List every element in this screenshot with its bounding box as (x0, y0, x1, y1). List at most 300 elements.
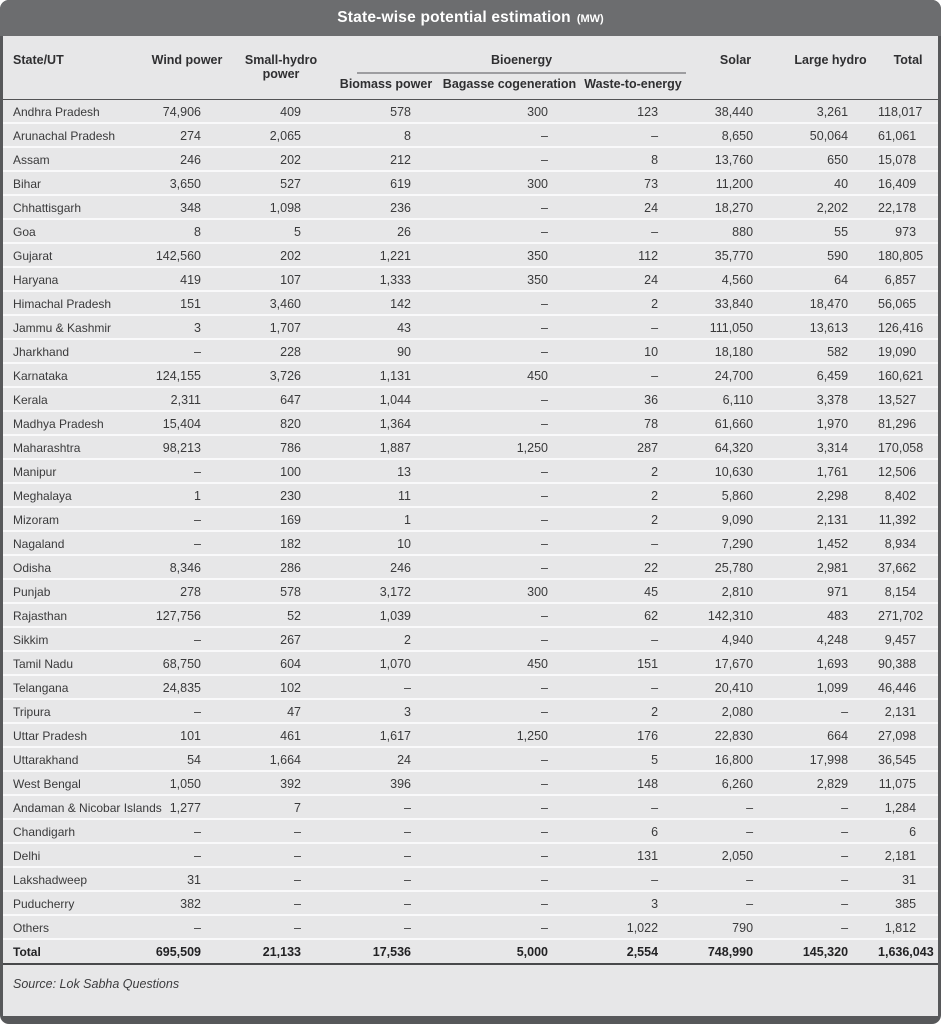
value-cell: 287 (578, 435, 688, 459)
value-cell: – (783, 915, 878, 939)
value-cell: – (578, 627, 688, 651)
value-cell: – (331, 915, 441, 939)
table-row (3, 339, 938, 363)
figure-title: State-wise potential estimation (337, 9, 571, 26)
value-cell: – (783, 843, 878, 867)
state-cell: Maharashtra (3, 435, 143, 459)
value-cell: 790 (688, 915, 783, 939)
value-cell: 650 (783, 147, 878, 171)
state-cell: Sikkim (3, 627, 143, 651)
state-cell: Meghalaya (3, 483, 143, 507)
value-cell: 107 (231, 267, 331, 291)
value-cell: 8 (331, 123, 441, 147)
value-cell: – (783, 867, 878, 891)
value-cell: 35,770 (688, 243, 783, 267)
value-cell: 1,039 (331, 603, 441, 627)
value-cell: – (441, 771, 578, 795)
value-cell: 6 (578, 819, 688, 843)
value-cell: 56,065 (878, 291, 938, 315)
state-cell: Andaman & Nicobar Islands (3, 795, 143, 819)
bioenergy-group-label: Bioenergy (357, 53, 686, 74)
value-cell: 1,250 (441, 435, 578, 459)
value-cell: 8,650 (688, 123, 783, 147)
table-row (3, 363, 938, 387)
value-cell: 16,800 (688, 747, 783, 771)
value-cell: 267 (231, 627, 331, 651)
value-cell: 1 (331, 507, 441, 531)
total-row (3, 939, 938, 964)
value-cell: – (441, 387, 578, 411)
value-cell: 50,064 (783, 123, 878, 147)
table-row (3, 507, 938, 531)
value-cell: – (143, 627, 231, 651)
value-cell: 578 (231, 579, 331, 603)
value-cell: 300 (441, 579, 578, 603)
state-cell: Goa (3, 219, 143, 243)
value-cell: 385 (878, 891, 938, 915)
state-cell: West Bengal (3, 771, 143, 795)
state-cell: Nagaland (3, 531, 143, 555)
value-cell: – (441, 483, 578, 507)
state-cell: Tamil Nadu (3, 651, 143, 675)
table-row (3, 243, 938, 267)
value-cell: 1,221 (331, 243, 441, 267)
value-cell: 52 (231, 603, 331, 627)
value-cell: 2,080 (688, 699, 783, 723)
value-cell: – (231, 891, 331, 915)
value-cell: 1,250 (441, 723, 578, 747)
value-cell: 31 (878, 867, 938, 891)
value-cell: – (578, 531, 688, 555)
value-cell: 15,404 (143, 411, 231, 435)
value-cell: 1,131 (331, 363, 441, 387)
table-row (3, 891, 938, 915)
value-cell: 64,320 (688, 435, 783, 459)
value-cell: 396 (331, 771, 441, 795)
value-cell: 68,750 (143, 651, 231, 675)
table-row (3, 100, 938, 124)
table-row (3, 699, 938, 723)
value-cell: 17,998 (783, 747, 878, 771)
value-cell: 100 (231, 459, 331, 483)
value-cell: – (688, 891, 783, 915)
value-cell: – (441, 147, 578, 171)
value-cell: 145,320 (783, 939, 878, 964)
value-cell: 1 (143, 483, 231, 507)
value-cell: – (331, 795, 441, 819)
value-cell: 2 (578, 459, 688, 483)
value-cell: 13,760 (688, 147, 783, 171)
value-cell: 6 (878, 819, 938, 843)
value-cell: – (578, 123, 688, 147)
value-cell: 24,835 (143, 675, 231, 699)
value-cell: 236 (331, 195, 441, 219)
table-panel (3, 36, 938, 1016)
value-cell: 5,860 (688, 483, 783, 507)
value-cell: 61,660 (688, 411, 783, 435)
value-cell: – (441, 699, 578, 723)
value-cell: – (231, 843, 331, 867)
value-cell: – (688, 867, 783, 891)
value-cell: 73 (578, 171, 688, 195)
value-cell: – (441, 627, 578, 651)
value-cell: – (578, 795, 688, 819)
value-cell: 1,812 (878, 915, 938, 939)
value-cell: 2,181 (878, 843, 938, 867)
value-cell: 1,284 (878, 795, 938, 819)
value-cell: 2,554 (578, 939, 688, 964)
value-cell: – (143, 915, 231, 939)
title-bar (0, 0, 941, 36)
table-row (3, 915, 938, 939)
value-cell: 123 (578, 100, 688, 124)
value-cell: 5 (578, 747, 688, 771)
value-cell: 2 (578, 699, 688, 723)
state-cell: Andhra Pradesh (3, 100, 143, 124)
value-cell: 664 (783, 723, 878, 747)
value-cell: 90 (331, 339, 441, 363)
table-body (3, 100, 938, 940)
table-row (3, 267, 938, 291)
value-cell: – (441, 747, 578, 771)
value-cell: 230 (231, 483, 331, 507)
table-row (3, 315, 938, 339)
value-cell: 1,452 (783, 531, 878, 555)
value-cell: 182 (231, 531, 331, 555)
value-cell: – (441, 891, 578, 915)
state-cell: Madhya Pradesh (3, 411, 143, 435)
value-cell: 22 (578, 555, 688, 579)
value-cell: 1,693 (783, 651, 878, 675)
value-cell: 127,756 (143, 603, 231, 627)
value-cell: 1,098 (231, 195, 331, 219)
value-cell: 22,178 (878, 195, 938, 219)
value-cell: – (578, 219, 688, 243)
value-cell: 2,202 (783, 195, 878, 219)
value-cell: 25,780 (688, 555, 783, 579)
value-cell: – (441, 195, 578, 219)
value-cell: 36 (578, 387, 688, 411)
value-cell: – (231, 915, 331, 939)
value-cell: 98,213 (143, 435, 231, 459)
value-cell: 382 (143, 891, 231, 915)
value-cell: 10 (331, 531, 441, 555)
table-row (3, 579, 938, 603)
state-cell: Gujarat (3, 243, 143, 267)
value-cell: 170,058 (878, 435, 938, 459)
value-cell: 2,131 (878, 699, 938, 723)
value-cell: 1,333 (331, 267, 441, 291)
value-cell: 6,260 (688, 771, 783, 795)
value-cell: – (441, 555, 578, 579)
value-cell: 111,050 (688, 315, 783, 339)
value-cell: 3,314 (783, 435, 878, 459)
table-row (3, 435, 938, 459)
value-cell: – (143, 843, 231, 867)
value-cell: 3,650 (143, 171, 231, 195)
value-cell: – (441, 867, 578, 891)
value-cell: – (143, 699, 231, 723)
col-header-solar: Solar (688, 36, 783, 100)
value-cell: – (578, 363, 688, 387)
value-cell: 151 (578, 651, 688, 675)
value-cell: 10 (578, 339, 688, 363)
value-cell: 1,050 (143, 771, 231, 795)
value-cell: 300 (441, 171, 578, 195)
value-cell: – (441, 291, 578, 315)
value-cell: 27,098 (878, 723, 938, 747)
value-cell: – (578, 315, 688, 339)
table-row (3, 843, 938, 867)
col-header-wind-power: Wind power (143, 36, 231, 100)
value-cell: – (688, 795, 783, 819)
value-cell: – (441, 915, 578, 939)
table-row (3, 795, 938, 819)
value-cell: 62 (578, 603, 688, 627)
value-cell: 10,630 (688, 459, 783, 483)
value-cell: 20,410 (688, 675, 783, 699)
state-cell: Puducherry (3, 891, 143, 915)
state-cell: Telangana (3, 675, 143, 699)
table-row (3, 603, 938, 627)
value-cell: 2 (578, 291, 688, 315)
table-row (3, 675, 938, 699)
value-cell: 8,402 (878, 483, 938, 507)
table-row (3, 483, 938, 507)
value-cell: 31 (143, 867, 231, 891)
value-cell: 142 (331, 291, 441, 315)
value-cell: – (441, 219, 578, 243)
value-cell: 590 (783, 243, 878, 267)
value-cell: 64 (783, 267, 878, 291)
value-cell: 274 (143, 123, 231, 147)
value-cell: – (441, 531, 578, 555)
value-cell: 26 (331, 219, 441, 243)
state-cell: Karnataka (3, 363, 143, 387)
unit-label: (MW) (576, 13, 604, 25)
value-cell: 1,970 (783, 411, 878, 435)
value-cell: 15,078 (878, 147, 938, 171)
value-cell: 6,857 (878, 267, 938, 291)
value-cell: 1,664 (231, 747, 331, 771)
value-cell: – (441, 315, 578, 339)
value-cell: 6,110 (688, 387, 783, 411)
value-cell: 142,310 (688, 603, 783, 627)
value-cell: 1,277 (143, 795, 231, 819)
value-cell: 112 (578, 243, 688, 267)
value-cell: 4,248 (783, 627, 878, 651)
value-cell: 278 (143, 579, 231, 603)
value-cell: 102 (231, 675, 331, 699)
value-cell: 3,460 (231, 291, 331, 315)
value-cell: – (231, 819, 331, 843)
table-row (3, 771, 938, 795)
value-cell: – (441, 411, 578, 435)
table-row (3, 747, 938, 771)
value-cell: 973 (878, 219, 938, 243)
value-cell: 483 (783, 603, 878, 627)
value-cell: 13,527 (878, 387, 938, 411)
value-cell: 11,200 (688, 171, 783, 195)
value-cell: 13,613 (783, 315, 878, 339)
state-cell: Himachal Pradesh (3, 291, 143, 315)
col-group-bioenergy (331, 36, 688, 74)
state-cell: Mizoram (3, 507, 143, 531)
value-cell: 5,000 (441, 939, 578, 964)
value-cell: 151 (143, 291, 231, 315)
value-cell: 5 (231, 219, 331, 243)
state-cell: Chhattisgarh (3, 195, 143, 219)
value-cell: 4,940 (688, 627, 783, 651)
value-cell: 8 (578, 147, 688, 171)
value-cell: 11,075 (878, 771, 938, 795)
value-cell: 2,981 (783, 555, 878, 579)
state-cell: Kerala (3, 387, 143, 411)
value-cell: 450 (441, 363, 578, 387)
value-cell: 228 (231, 339, 331, 363)
table-row (3, 123, 938, 147)
value-cell: 33,840 (688, 291, 783, 315)
value-cell: 3 (578, 891, 688, 915)
value-cell: 619 (331, 171, 441, 195)
value-cell: 350 (441, 243, 578, 267)
state-cell: Lakshadweep (3, 867, 143, 891)
col-header-biomass-power: Biomass power (331, 74, 441, 100)
value-cell: 24 (331, 747, 441, 771)
col-header-bagasse-cogeneration: Bagasse cogeneration (441, 74, 578, 100)
value-cell: 180,805 (878, 243, 938, 267)
state-cell: Jammu & Kashmir (3, 315, 143, 339)
value-cell: 2,131 (783, 507, 878, 531)
value-cell: – (783, 699, 878, 723)
value-cell: 61,061 (878, 123, 938, 147)
value-cell: 2,810 (688, 579, 783, 603)
value-cell: 131 (578, 843, 688, 867)
value-cell: 1,070 (331, 651, 441, 675)
table-row (3, 171, 938, 195)
value-cell: 1,707 (231, 315, 331, 339)
table-row (3, 147, 938, 171)
value-cell: 19,090 (878, 339, 938, 363)
value-cell: 22,830 (688, 723, 783, 747)
value-cell: 3 (143, 315, 231, 339)
table-row (3, 219, 938, 243)
value-cell: 90,388 (878, 651, 938, 675)
table-row (3, 387, 938, 411)
value-cell: 419 (143, 267, 231, 291)
value-cell: – (441, 795, 578, 819)
value-cell: 409 (231, 100, 331, 124)
value-cell: 202 (231, 147, 331, 171)
value-cell: 9,457 (878, 627, 938, 651)
state-cell: Uttarakhand (3, 747, 143, 771)
value-cell: 3,378 (783, 387, 878, 411)
value-cell: 8,934 (878, 531, 938, 555)
value-cell: 37,662 (878, 555, 938, 579)
table-row (3, 819, 938, 843)
value-cell: 450 (441, 651, 578, 675)
value-cell: – (441, 459, 578, 483)
value-cell: 40 (783, 171, 878, 195)
value-cell: 18,470 (783, 291, 878, 315)
col-header-large-hydro: Large hydro (783, 36, 878, 100)
value-cell: – (231, 867, 331, 891)
value-cell: – (441, 123, 578, 147)
value-cell: 246 (331, 555, 441, 579)
value-cell: 348 (143, 195, 231, 219)
value-cell: 45 (578, 579, 688, 603)
value-cell: 47 (231, 699, 331, 723)
state-cell: Bihar (3, 171, 143, 195)
col-header-total: Total (878, 36, 938, 100)
value-cell: 1,887 (331, 435, 441, 459)
value-cell: 8,346 (143, 555, 231, 579)
value-cell: 1,761 (783, 459, 878, 483)
value-cell: 2,829 (783, 771, 878, 795)
value-cell: – (783, 891, 878, 915)
value-cell: 392 (231, 771, 331, 795)
value-cell: 3 (331, 699, 441, 723)
value-cell: – (143, 819, 231, 843)
value-cell: – (331, 867, 441, 891)
value-cell: 24 (578, 195, 688, 219)
value-cell: – (578, 675, 688, 699)
state-cell: Others (3, 915, 143, 939)
value-cell: 1,044 (331, 387, 441, 411)
value-cell: – (331, 843, 441, 867)
value-cell: 24,700 (688, 363, 783, 387)
value-cell: 647 (231, 387, 331, 411)
source-note: Source: Lok Sabha Questions (13, 977, 180, 991)
value-cell: 604 (231, 651, 331, 675)
col-header-small-hydro: Small-hydro power (231, 36, 331, 100)
value-cell: 880 (688, 219, 783, 243)
state-cell: Total (3, 939, 143, 964)
value-cell: 16,409 (878, 171, 938, 195)
value-cell: 1,617 (331, 723, 441, 747)
value-cell: 350 (441, 267, 578, 291)
table-row (3, 651, 938, 675)
value-cell: – (783, 819, 878, 843)
value-cell: – (441, 819, 578, 843)
value-cell: – (441, 843, 578, 867)
value-cell: 6,459 (783, 363, 878, 387)
state-cell: Jharkhand (3, 339, 143, 363)
state-cell: Manipur (3, 459, 143, 483)
value-cell: 286 (231, 555, 331, 579)
value-cell: 17,670 (688, 651, 783, 675)
value-cell: 2 (578, 483, 688, 507)
table-footer (3, 939, 938, 964)
value-cell: 7,290 (688, 531, 783, 555)
value-cell: 820 (231, 411, 331, 435)
value-cell: 461 (231, 723, 331, 747)
value-cell: 2,311 (143, 387, 231, 411)
value-cell: – (331, 819, 441, 843)
value-cell: – (331, 891, 441, 915)
value-cell: 9,090 (688, 507, 783, 531)
value-cell: – (143, 459, 231, 483)
table-row (3, 627, 938, 651)
value-cell: 12,506 (878, 459, 938, 483)
value-cell: 118,017 (878, 100, 938, 124)
value-cell: 55 (783, 219, 878, 243)
value-cell: – (688, 819, 783, 843)
value-cell: 1,022 (578, 915, 688, 939)
table-row (3, 459, 938, 483)
value-cell: 78 (578, 411, 688, 435)
value-cell: 81,296 (878, 411, 938, 435)
